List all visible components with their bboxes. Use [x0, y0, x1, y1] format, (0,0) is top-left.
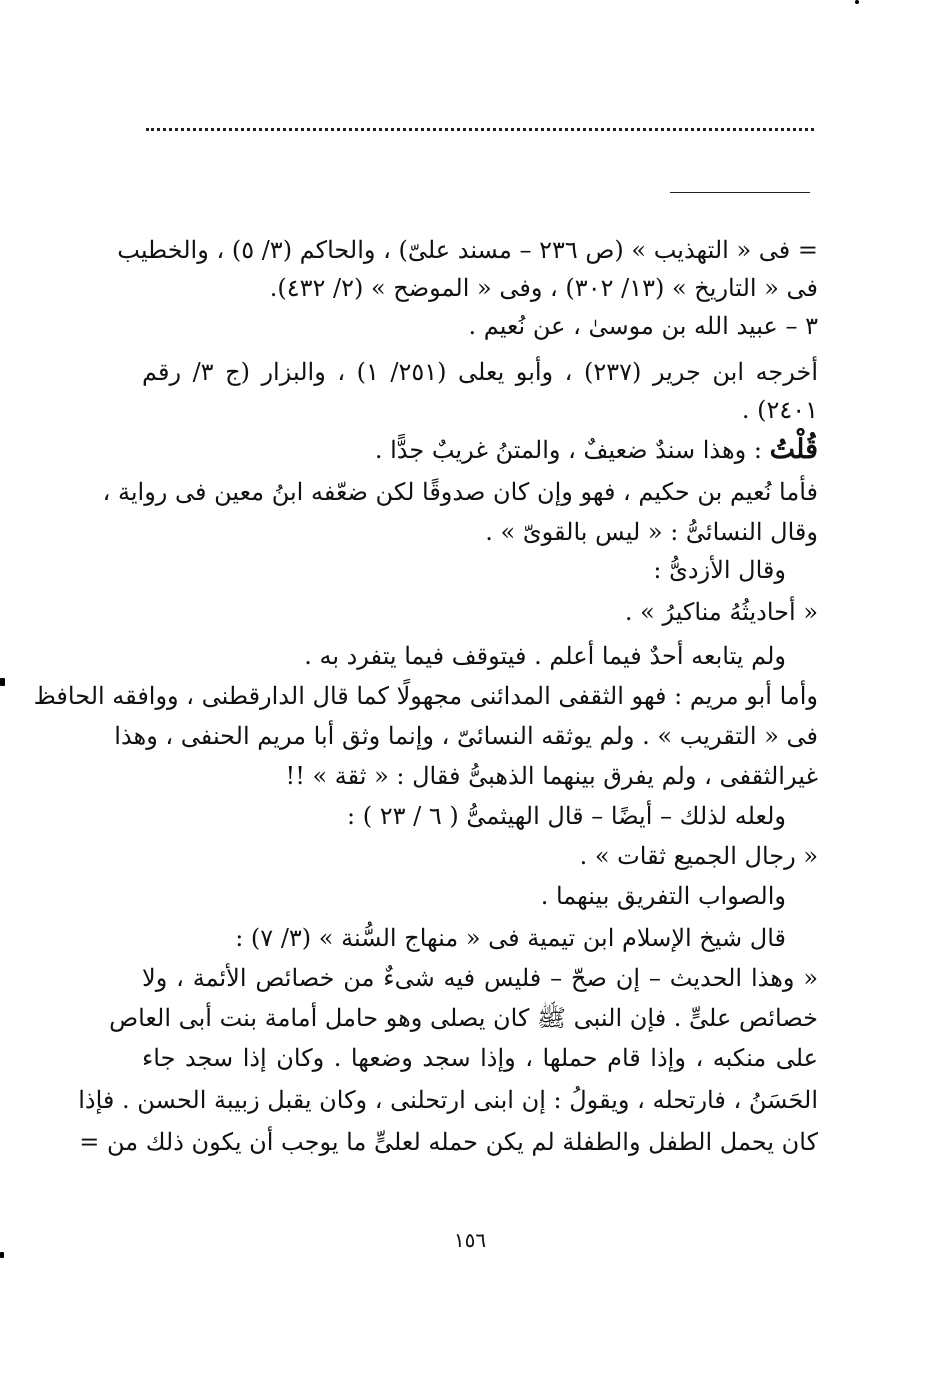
- dotted-separator: [146, 128, 814, 139]
- page-number: ١٥٦: [453, 1228, 487, 1252]
- text-line-20: خصائص علىٍّ . فإن النبى ﷺ كان يصلى وهو حامل أمامة بنت أبى العاص: [109, 1004, 818, 1032]
- text-line-10: « أحاديثُهُ مناكيرُ » .: [624, 598, 818, 626]
- text-line-5: ٢٤٠١) .: [741, 396, 818, 424]
- scan-speck: [0, 1252, 4, 1258]
- text-line-2: فى « التاريخ » (١٣/ ٣٠٢) ، وفى « الموضح » (٢/ ٤٣٢).: [269, 274, 818, 302]
- text-line-7: فأما نُعيم بن حكيم ، فهو وإن كان صدوقًا لكن ضعّفه ابنُ معين فى رواية ،: [102, 478, 818, 506]
- text-line-17: والصواب التفريق بينهما .: [540, 882, 786, 910]
- text-line-14: غيرالثقفى ، ولم يفرق بينهما الذهبىُّ فقال : « ثقة » !!: [285, 762, 818, 790]
- text-line-21: على منكبه ، وإذا قام حملها ، وإذا سجد وضعها . وكان إذا سجد جاء: [142, 1044, 818, 1072]
- qultu-text: وهذا سندٌ ضعيفٌ ، والمتنُ غريبٌ جدًّا .: [374, 436, 747, 464]
- qultu-separator: :: [753, 436, 762, 464]
- text-line-13: فى « التقريب » . ولم يوثقه النسائىّ ، وإنما وثق أبا مريم الحنفى ، وهذا: [114, 722, 818, 750]
- footnote-rule: [670, 192, 810, 193]
- text-line-8: وقال النسائىُّ : « ليس بالقوىّ » .: [485, 518, 818, 546]
- qultu-label: قُلْتُ: [769, 434, 818, 465]
- text-line-18: قال شيخ الإسلام ابن تيمية فى « منهاج السُّنة » (٣/ ٧) :: [235, 924, 786, 952]
- text-line-11: ولم يتابعه أحدٌ فيما أعلم . فيتوقف فيما يتفرد به .: [304, 642, 786, 670]
- text-line-19: « وهذا الحديث – إن صحّ – فليس فيه شىءٌ من خصائص الأئمة ، ولا: [142, 964, 818, 992]
- qultu-line: [142, 430, 818, 470]
- text-line-22: الحَسَنُ ، فارتحله ، ويقولُ : إن ابنى ارتحلنى ، وكان يقبل زبيبة الحسن . فإذا: [78, 1086, 818, 1114]
- text-line-3: ٣ – عبيد الله بن موسىٰ ، عن نُعيم .: [468, 312, 818, 340]
- text-line-12: وأما أبو مريم : فهو الثقفى المدائنى مجهولًا كما قال الدارقطنى ، ووافقه الحافظ: [33, 682, 818, 710]
- text-line-16: « رجال الجميع ثقات » .: [579, 842, 818, 870]
- text-line-9: وقال الأزدىُّ :: [653, 556, 786, 584]
- text-line-4: أخرجه ابن جرير (٢٣٧) ، وأبو يعلى (٢٥١/ ١) ، والبزار (ج ٣/ رقم: [142, 358, 819, 386]
- text-line-1: = فى « التهذيب » (ص ٢٣٦ – مسند علىّ) ، والحاكم (٣/ ٥) ، والخطيب: [117, 236, 818, 264]
- text-line-23: كان يحمل الطفل والطفلة لم يكن حمله لعلىٍّ ما يوجب أن يكون ذلك من =: [79, 1128, 818, 1156]
- text-line-15: ولعله لذلك – أيضًا – قال الهيثمىُّ ( ٦ / ٢٣ ) :: [347, 802, 786, 830]
- scan-speck: [855, 0, 859, 4]
- scan-speck: [0, 678, 5, 686]
